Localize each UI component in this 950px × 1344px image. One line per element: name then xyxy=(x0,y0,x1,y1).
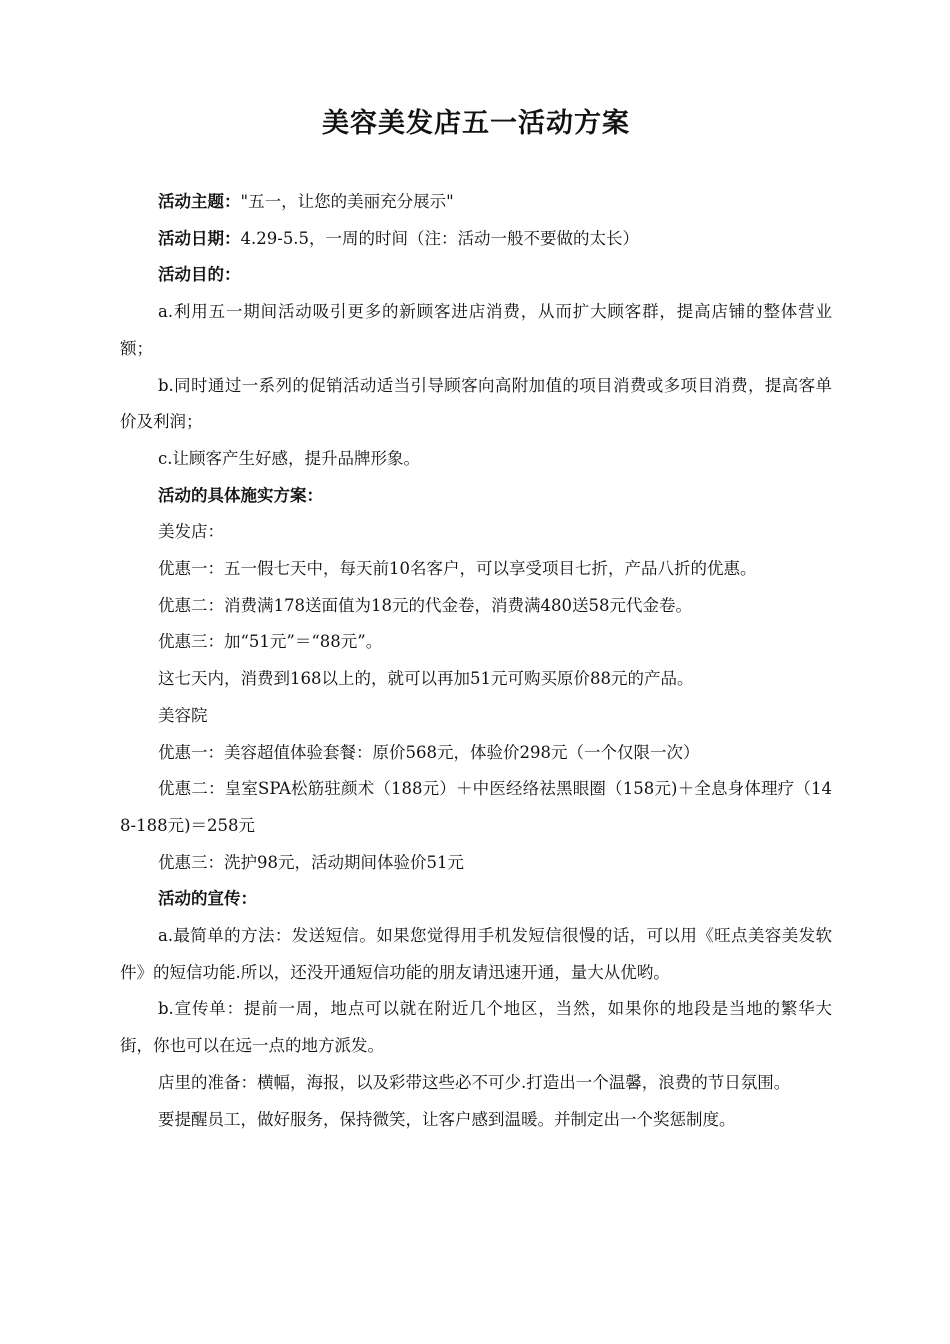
plan-heading: 活动的具体施实方案： xyxy=(158,485,323,505)
beauty-offer-2: 优惠二：皇室SPA松筋驻颜术（188元）＋中医经络祛黑眼圈（158元)＋全息身体理疗（148-188元)＝258元 xyxy=(120,779,832,835)
date-value: 4.29-5.5，一周的时间（注：活动一般不要做的太长） xyxy=(240,228,640,248)
purpose-heading: 活动目的： xyxy=(158,265,241,285)
purpose-item-a: a.利用五一期间活动吸引更多的新顾客进店消费，从而扩大顾客群，提高店铺的整体营业额； xyxy=(120,302,832,358)
beauty-offer-1: 优惠一：美容超值体验套餐：原价568元，体验价298元（一个仅限一次） xyxy=(158,742,700,762)
salon-name: 美发店： xyxy=(158,522,224,542)
staff-reminder: 要提醒员工，做好服务，保持微笑，让客户感到温暖。并制定出一个奖惩制度。 xyxy=(158,1109,736,1129)
promotion-item-b: b.宣传单：提前一周，地点可以就在附近几个地区，当然，如果你的地段是当地的繁华大街，你也可以在远一点的地方派发。 xyxy=(120,999,832,1056)
store-preparation: 店里的准备：横幅，海报，以及彩带这些必不可少.打造出一个温馨，浪费的节日氛围。 xyxy=(158,1072,791,1092)
theme-line xyxy=(120,184,832,221)
salon-offer-3: 优惠三：加“51元”＝“88元”。 xyxy=(158,632,383,652)
beauty-name: 美容院 xyxy=(158,705,208,725)
salon-offer-2: 优惠二：消费满178送面值为18元的代金卷，消费满480送58元代金卷。 xyxy=(158,595,692,615)
promotion-heading: 活动的宣传： xyxy=(158,889,257,909)
date-line xyxy=(120,221,832,258)
date-label: 活动日期： xyxy=(158,228,241,248)
theme-value: "五一，让您的美丽充分展示" xyxy=(240,192,454,211)
theme-label: 活动主题： xyxy=(158,192,241,211)
purpose-item-c: c.让顾客产生好感，提升品牌形象。 xyxy=(158,448,420,468)
promotion-item-a: a.最简单的方法：发送短信。如果您觉得用手机发短信很慢的话，可以用《旺点美容美发软件》的短信功能.所以，还没开通短信功能的朋友请迅速开通，量大从优哟。 xyxy=(120,926,832,982)
beauty-offer-3: 优惠三：洗护98元，活动期间体验价51元 xyxy=(158,852,464,872)
salon-offer-note: 这七天内，消费到168以上的，就可以再加51元可购买原价88元的产品。 xyxy=(158,669,694,689)
salon-offer-1: 优惠一：五一假七天中，每天前10名客户，可以享受项目七折，产品八折的优惠。 xyxy=(158,559,757,579)
document-body xyxy=(120,184,832,1138)
document-title: 美容美发店五一活动方案 xyxy=(322,108,630,139)
purpose-item-b: b.同时通过一系列的促销活动适当引导顾客向高附加值的项目消费或多项目消费，提高客单价及利润； xyxy=(120,375,832,432)
